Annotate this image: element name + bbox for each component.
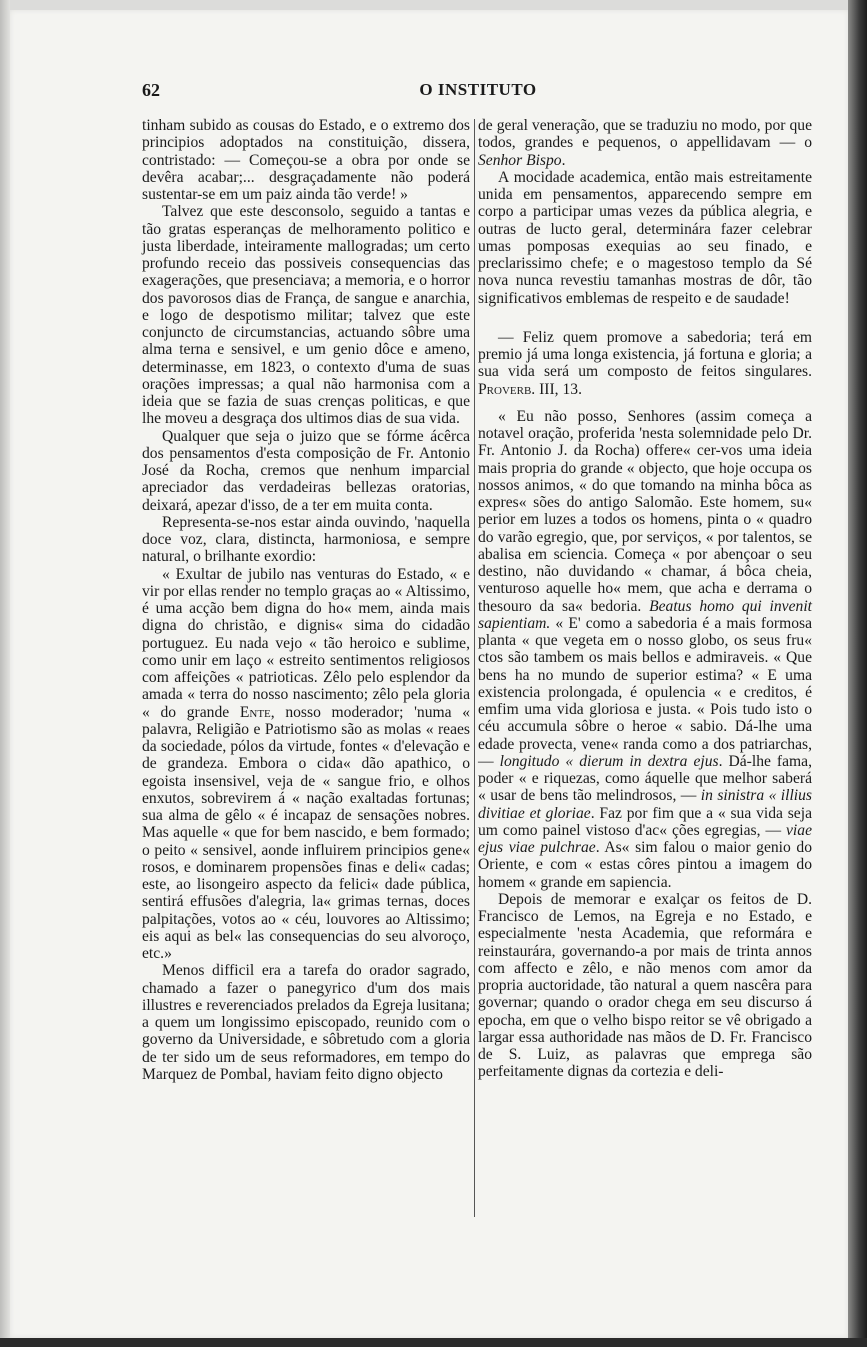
paragraph: Menos difficil era a tarefa do orador sagrado, chamado a fazer o panegyrico d'um dos mais illustres e reverenciados prelados da Egreja lusitana; a quem um longissimo episcopado, reunido com o governo da Universidade, e sôbretudo com a gloria de ter sido um de seus reformadores, em tempo do Marquez de Pombal, haviam feito digno objecto — [142, 962, 470, 1083]
quotation-oration: « Eu não posso, Senhores (assim começa a notavel oração, proferida 'nesta solemnidade pelo Dr. Fr. Antonio J. da Rocha) offere« cer-vos uma ideia mais propria do grande « objecto, que hoje occupa os nossos animos, « do que tomando na minha bôca as expres« sões do antigo Salomão. Este homem, su« perior em luzes a todos os homens, pinta o « quadro do varão egregio, que, por serviços, « por talentos, se abalisa em sciencia. Começa « por abençoar o seu destino, não duvidando « chamar, á bôca cheia, venturoso aquelle ho« mem, que acha e derrama o thesouro da sa« bedoria. Beatus homo qui invenit sapientiam. « E' como a sabedoria é a mais formosa planta « que vegeta em o nosso globo, os seus fru« ctos são tambem os mais bellos e admiraveis. « Que bens ha no mundo de superior estima? « E uma existencia prolongada, é opulencia « e creditos, é emfim uma vida gloriosa e justa. « Pois tudo isto o céu accumula sôbre o heroe « sabio. Dá-lhe uma edade provecta, vene« randa como a dos patriarchas, — longitudo « dierum in dextra ejus. Dá-lhe fama, poder « e riquezas, como áquelle que melhor saberá « usar de bens tão melindrosos, — in sinistra « illius divitiae et gloriae. Faz por fim que a « sua vida seja um como painel vistoso d'ac« ções egregias, — viae ejus viae pulchrae. As« sim falou o maior genio do Oriente, e com « estas côres pintou a imagem do homem « grande em sapiencia. — [478, 407, 812, 891]
right-column — [478, 117, 812, 1081]
running-head: O INSTITUTO — [419, 80, 537, 99]
left-column — [142, 117, 470, 1083]
paragraph: tinham subido as cousas do Estado, e o extremo dos principios adoptados na constituição, dissera, contristado: — Começou-se a obra por onde se devêra acabar;... desgraçadamente não poderá sustentar-se em um paiz ainda tão verde! » — [142, 117, 470, 203]
column-divider — [474, 119, 475, 1217]
epigraph: — Feliz quem promove a sabedoria; terá em premio já uma longa existencia, já fortuna e gloria; a sua vida será um composto de feitos singulares. Proverb. III, 13. — [478, 328, 812, 398]
quotation-exordio: « Exultar de jubilo nas venturas do Estado, « e vir por ellas render no templo graças ao « Altissimo, é uma acção bem digna do ho« mem, ainda mais digna do christão, e dignis« sima do cidadão portuguez. Eu nada vejo « tão heroico e sublime, como unir em laço « estreito sentimentos religiosos com affeições « patrioticas. Zêlo pelo esplendor da amada « terra do nosso nascimento; zêlo pela gloria « do grande Ente, nosso moderador; 'numa « palavra, Religião e Patriotismo são as molas « reaes da sociedade, pólos da virtude, fontes « d'elevação e de grandeza. Embora o cida« dão apathico, o egoista insensivel, veja de « sangue frio, e olhos enxutos, sobrevirem á « nação exaltadas fortunas; sua alma de gêlo « é incapaz de sensações nobres. Mas aquelle « que for bem nascido, e bem formado; o peito « sensivel, aonde influirem principios gene« rosos, e dominarem propensões finas e deli« cadas; este, ao lisongeiro aspecto da felici« dade pública, sentirá effusões d'alegria, la« grimas ternas, doces palpitações, votos ao « céu, louvores ao Altissimo; eis aqui as bel« las consequencias do seu alvoroço, etc.» — [142, 565, 471, 962]
paragraph: A mocidade academica, então mais estreitamente unida em pensamentos, apparecendo sempre em corpo a participar umas vezes da pública alegria, e outras de lucto geral, determinára fazer celebrar umas pomposas exequias ao seu finado, e preclarissimo chefe; e o magestoso templo da Sé nova nunca revestiu tamanhas mostras de dôr, tão significativos emblemas de respeito e de saudade! — [478, 168, 812, 307]
paragraph: Talvez que este desconsolo, seguido a tantas e tão gratas esperanças de melhoramento politico e justa liberdade, inteiramente mallogradas; um certo profundo receio das possiveis consequencias das exagerações, que presenciava; a memoria, e o horror dos pavorosos dias de França, de sangue e anarchia, e logo de despotismo militar; talvez que este conjuncto de circumstancias, actuando sôbre uma alma terna e sensivel, e um genio dôce e ameno, determinasse, em 1823, o contexto d'uma de suas orações impressas; a qual não harmonisa com a ideia que se fazia de suas crenças politicas, e que lhe moveu a desgraça dos ultimos dias de sua vida. — [142, 203, 470, 428]
spacer — [478, 398, 812, 408]
paragraph: Representa-se-nos estar ainda ouvindo, 'naquella doce voz, clara, distincta, harmoniosa, e sempre natural, o brilhante exordio: — [142, 513, 470, 566]
page-left-edge — [0, 0, 10, 1347]
spacer — [478, 307, 812, 329]
paragraph: Depois de memorar e exalçar os feitos de D. Francisco de Lemos, na Egreja e no Estado, e especialmente 'nesta Academia, que reformára e reinstaurára, governando-a por mais de trinta annos com affecto e zêlo, e não menos com amor da propria auctoridade, tão natural a quem nascêra para governar; quando o orador chega em seu discurso á epocha, em que o velho bispo reitor se vê obrigado a largar essa authoridade nas mãos de D. Fr. Francisco de S. Luiz, as palavras que emprega são perfeitamente dignas da cortezia e deli- — [478, 890, 812, 1081]
paragraph: de geral veneração, que se traduziu no modo, por que todos, grandes e pequenos, o appellidavam — o Senhor Bispo. — [478, 117, 812, 169]
page-header — [142, 80, 814, 104]
page-bottom-edge — [0, 1338, 867, 1347]
page-number: 62 — [142, 80, 160, 100]
page-right-edge — [848, 0, 867, 1347]
paragraph: Qualquer que seja o juizo que se fórme ácêrca dos pensamentos d'esta composição de Fr. Antonio José da Rocha, cremos que nenhum imparcial apreciador das verdadeiras bellezas oratorias, deixará, apezar d'isso, de a ter em muita conta. — [142, 427, 470, 514]
